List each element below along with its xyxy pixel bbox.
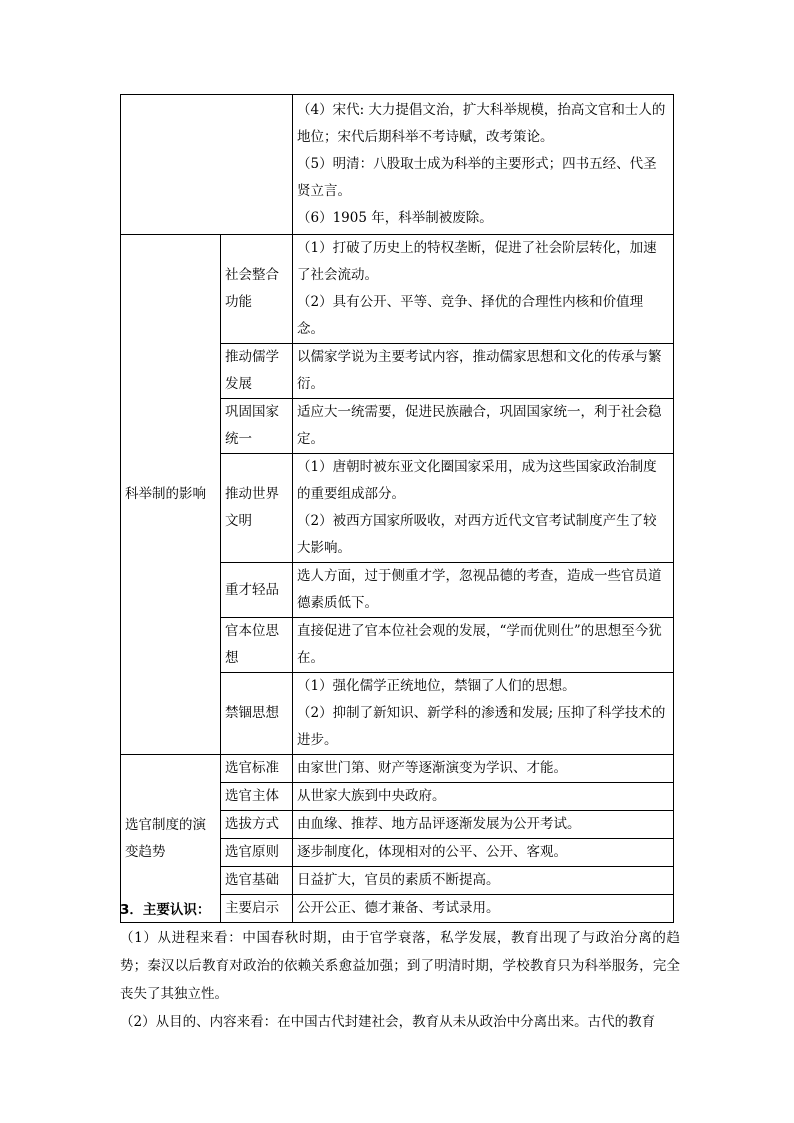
aspect-cell: 选官标准 (221, 755, 293, 783)
list-item: （6）1905 年，科举制被废除。 (297, 210, 493, 226)
content-line: 直接促进了官本位社会观的发展，“学而优则仕”的思想至今犹在。 (297, 623, 662, 666)
aspect-cell: 主要启示 (221, 895, 293, 923)
content-line: （2）具有公开、平等、竞争、择优的合理性内核和价值理念。 (297, 294, 644, 337)
content-line: （1）强化儒学正统地位，禁锢了人们的思想。 (297, 678, 576, 694)
blank-cell (121, 95, 293, 235)
content-cell: 由血缘、推荐、地方品评逐渐发展为公开考试。 (293, 811, 674, 839)
table-row (121, 235, 674, 344)
list-item: （5）明清：八股取士成为科举的主要形式；四书五经、代圣贤立言。 (297, 156, 657, 199)
aspect-cell: 社会整合功能 (221, 235, 293, 344)
content-cell: 公开公正、德才兼备、考试录用。 (293, 895, 674, 923)
content-cell (293, 344, 674, 399)
notes-section (120, 896, 680, 1036)
aspect-cell: 推动儒学发展 (221, 344, 293, 399)
content-cell (293, 399, 674, 454)
content-line: 选人方面，过于侧重才学，忽视品德的考查，造成一些官员道德素质低下。 (297, 568, 662, 611)
aspect-cell: 重才轻品 (221, 563, 293, 618)
aspect-cell: 禁锢思想 (221, 673, 293, 755)
category-cell: 选官制度的演变趋势 (121, 755, 221, 923)
list-item: （4）宋代: 大力提倡文治，扩大科举规模，抬高文官和士人的地位；宋代后期科举不考诗赋，改考策论。 (297, 102, 666, 145)
aspect-cell: 选官原则 (221, 839, 293, 867)
aspect-cell: 选官基础 (221, 867, 293, 895)
content-line: 以儒家学说为主要考试内容，推动儒家思想和文化的传承与繁衍。 (297, 349, 662, 392)
aspect-cell: 巩固国家统一 (221, 399, 293, 454)
content-cell: 从世家大族到中央政府。 (293, 783, 674, 811)
content-cell (293, 563, 674, 618)
content-cell: 由家世门第、财产等逐渐演变为学识、才能。 (293, 755, 674, 783)
content-cell (293, 454, 674, 563)
content-table (120, 94, 674, 923)
content-line: 适应大一统需要，促进民族融合，巩固国家统一，利于社会稳定。 (297, 404, 662, 447)
table-row (121, 755, 674, 783)
content-line: （2）抑制了新知识、新学科的渗透和发展; 压抑了科学技术的进步。 (297, 705, 666, 748)
paragraph: （2）从目的、内容来看：在中国古代封建社会，教育从未从政治中分离出来。古代的教育 (120, 1014, 656, 1030)
table-row (121, 95, 674, 235)
content-line: （1）唐朝时被东亚文化圈国家采用，成为这些国家政治制度的重要组成部分。 (297, 459, 657, 502)
content-line: （1）打破了历史上的特权垄断，促进了社会阶层转化，加速了社会流动。 (297, 240, 657, 283)
paragraph: （1）从进程来看：中国春秋时期，由于官学衰落，私学发展，教育出现了与政治分离的趋势；秦汉以后教育对政治的依赖关系愈益加强；到了明清时期，学校教育只为科举服务，完全丧失了其独立性。 (120, 930, 680, 1002)
content-cell (293, 235, 674, 344)
content-cell (293, 618, 674, 673)
aspect-cell: 选拔方式 (221, 811, 293, 839)
category-cell: 科举制的影响 (121, 235, 221, 755)
section-heading: 3．主要认识： (120, 902, 211, 918)
aspect-cell: 选官主体 (221, 783, 293, 811)
content-cell (293, 673, 674, 755)
aspect-cell: 官本位思想 (221, 618, 293, 673)
content-line: （2）被西方国家所吸收，对西方近代文官考试制度产生了较大影响。 (297, 513, 657, 556)
content-cell (293, 95, 674, 235)
content-cell: 逐步制度化，体现相对的公平、公开、客观。 (293, 839, 674, 867)
aspect-cell: 推动世界文明 (221, 454, 293, 563)
content-cell: 日益扩大，官员的素质不断提高。 (293, 867, 674, 895)
